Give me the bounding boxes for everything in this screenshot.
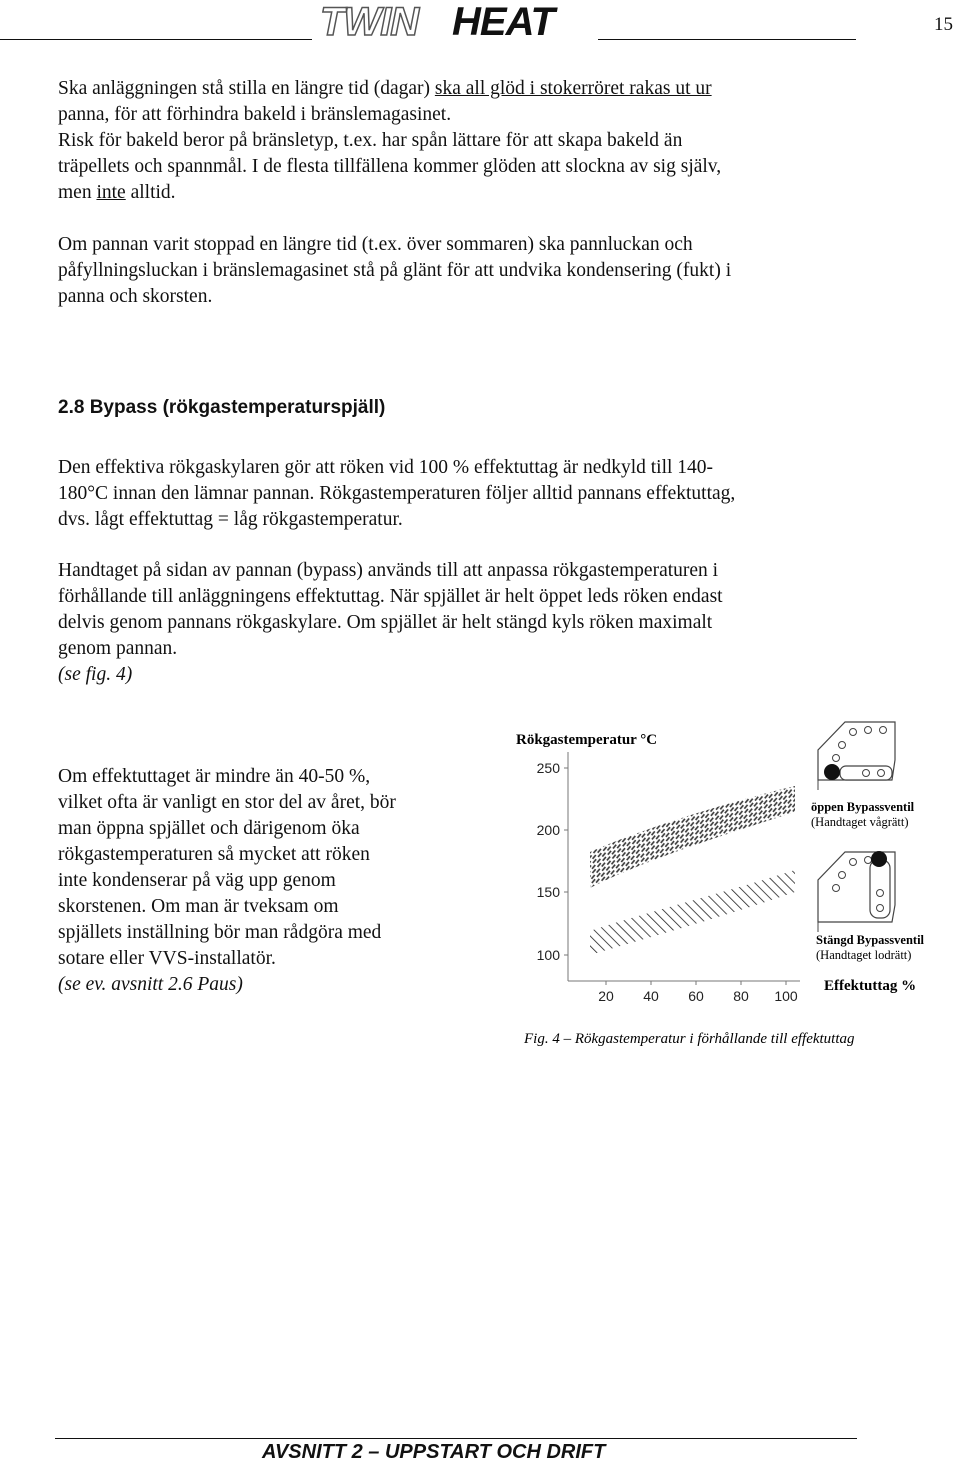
x-tick-label: 40 — [643, 988, 659, 1004]
text-line: skorstenen. Om man är tveksam om — [58, 896, 339, 917]
x-tick-label: 20 — [598, 988, 614, 1004]
text-line: Risk för bakeld beror på bränsletyp, t.ex. har spån lättare för att skapa bakeld än — [58, 130, 683, 151]
text-line: inte kondenserar på väg upp genom — [58, 870, 336, 891]
y-tick-label: 250 — [536, 760, 560, 776]
x-axis-title: Effektuttag % — [824, 978, 917, 994]
closed-valve-sublabel: (Handtaget lodrätt) — [816, 948, 912, 962]
handle-knob-icon — [824, 764, 840, 780]
text-line: 180°C innan den lämnar pannan. Rökgastemperaturen följer alltid pannans effektuttag, — [58, 483, 736, 504]
text-line: vilket ofta är vanligt en stor del av året, bör — [58, 792, 396, 813]
text-line: spjällets inställning bör man rådgöra med — [58, 922, 382, 943]
text-line: Den effektiva rökgaskylaren gör att röken vid 100 % effektuttag är nedkyld till 140- — [58, 457, 714, 478]
text-line: panna och skorsten. — [58, 286, 213, 307]
section-reference: (se ev. avsnitt 2.6 Paus) — [58, 974, 243, 995]
page-number: 15 — [934, 14, 953, 35]
y-tick-label: 100 — [536, 947, 560, 963]
underlined-text: inte — [96, 182, 126, 203]
text-line: Handtaget på sidan av pannan (bypass) används till att anpassa rökgastemperaturen i — [58, 560, 719, 581]
paragraph-summer-stop — [58, 232, 731, 310]
text: alltid. — [125, 182, 176, 203]
text-line: träpellets och spannmål. I de flesta tillfällena kommer glöden att slockna av sig själv, — [58, 156, 722, 177]
text-line: påfyllningsluckan i bränslemagasinet stå på glänt för att undvika kondensering (fukt) i — [58, 260, 732, 281]
paragraph-low-output — [58, 764, 396, 998]
handle-knob-icon — [871, 851, 887, 867]
text-line: Om effektuttaget är mindre än 40-50 %, — [58, 766, 371, 787]
y-tick-label: 200 — [536, 822, 560, 838]
header-rule-left — [0, 39, 312, 40]
underlined-text: ska all glöd i stokerröret rakas ut ur — [434, 78, 712, 99]
logo-heat: HEAT — [452, 0, 554, 44]
text-line: rökgastemperaturen så mycket att röken — [58, 844, 370, 865]
text-line: Om pannan varit stoppad en längre tid (t.ex. över sommaren) ska pannluckan och — [58, 234, 693, 255]
text: men — [58, 182, 97, 203]
x-tick-label: 60 — [688, 988, 704, 1004]
band-open-bypass — [590, 786, 795, 888]
band-closed-bypass — [590, 870, 795, 955]
text-line: dvs. lågt effektuttag = låg rökgastemperatur. — [58, 509, 403, 530]
text: Ska anläggningen stå stilla en längre tid (dagar) — [58, 78, 435, 99]
closed-valve-label: Stängd Bypassventil — [816, 933, 925, 947]
text-line: genom pannan. — [58, 638, 178, 659]
paragraph-flue-cooler — [58, 455, 735, 533]
text-line: förhållande till anläggningens effektuttag. När spjället är helt öppet leds röken endast — [58, 586, 723, 607]
footer-title: AVSNITT 2 – UPPSTART OCH DRIFT — [262, 1441, 606, 1463]
x-tick-label: 100 — [774, 988, 798, 1004]
y-axis-title: Rökgastemperatur °C — [516, 732, 658, 748]
paragraph-handle — [58, 558, 723, 688]
figure-reference: (se fig. 4) — [58, 664, 133, 685]
x-tick-label: 80 — [733, 988, 749, 1004]
figure-caption: Fig. 4 – Rökgastemperatur i förhållande till effektuttag — [524, 1031, 855, 1047]
text-line: sotare eller VVS-installatör. — [58, 948, 276, 969]
open-valve-label: öppen Bypassventil — [811, 800, 915, 814]
header-rule-right — [598, 39, 856, 40]
y-tick-label: 150 — [536, 884, 560, 900]
section-heading: 2.8 Bypass (rökgastemperaturspjäll) — [58, 397, 386, 418]
logo-twin: TWIN — [320, 0, 419, 44]
text-line: delvis genom pannans rökgaskylare. Om spjället är helt stängd kyls röken maximalt — [58, 612, 713, 633]
text-line: man öppna spjället och därigenom öka — [58, 818, 360, 839]
footer-rule — [55, 1438, 857, 1439]
figure-4 — [500, 715, 940, 1055]
logo — [316, 2, 596, 42]
closed-valve-diagram — [818, 851, 895, 932]
open-valve-diagram — [818, 722, 895, 790]
open-valve-sublabel: (Handtaget vågrätt) — [811, 815, 909, 829]
text-line: panna, för att förhindra bakeld i bränslemagasinet. — [58, 104, 452, 125]
paragraph-storage — [58, 76, 721, 206]
